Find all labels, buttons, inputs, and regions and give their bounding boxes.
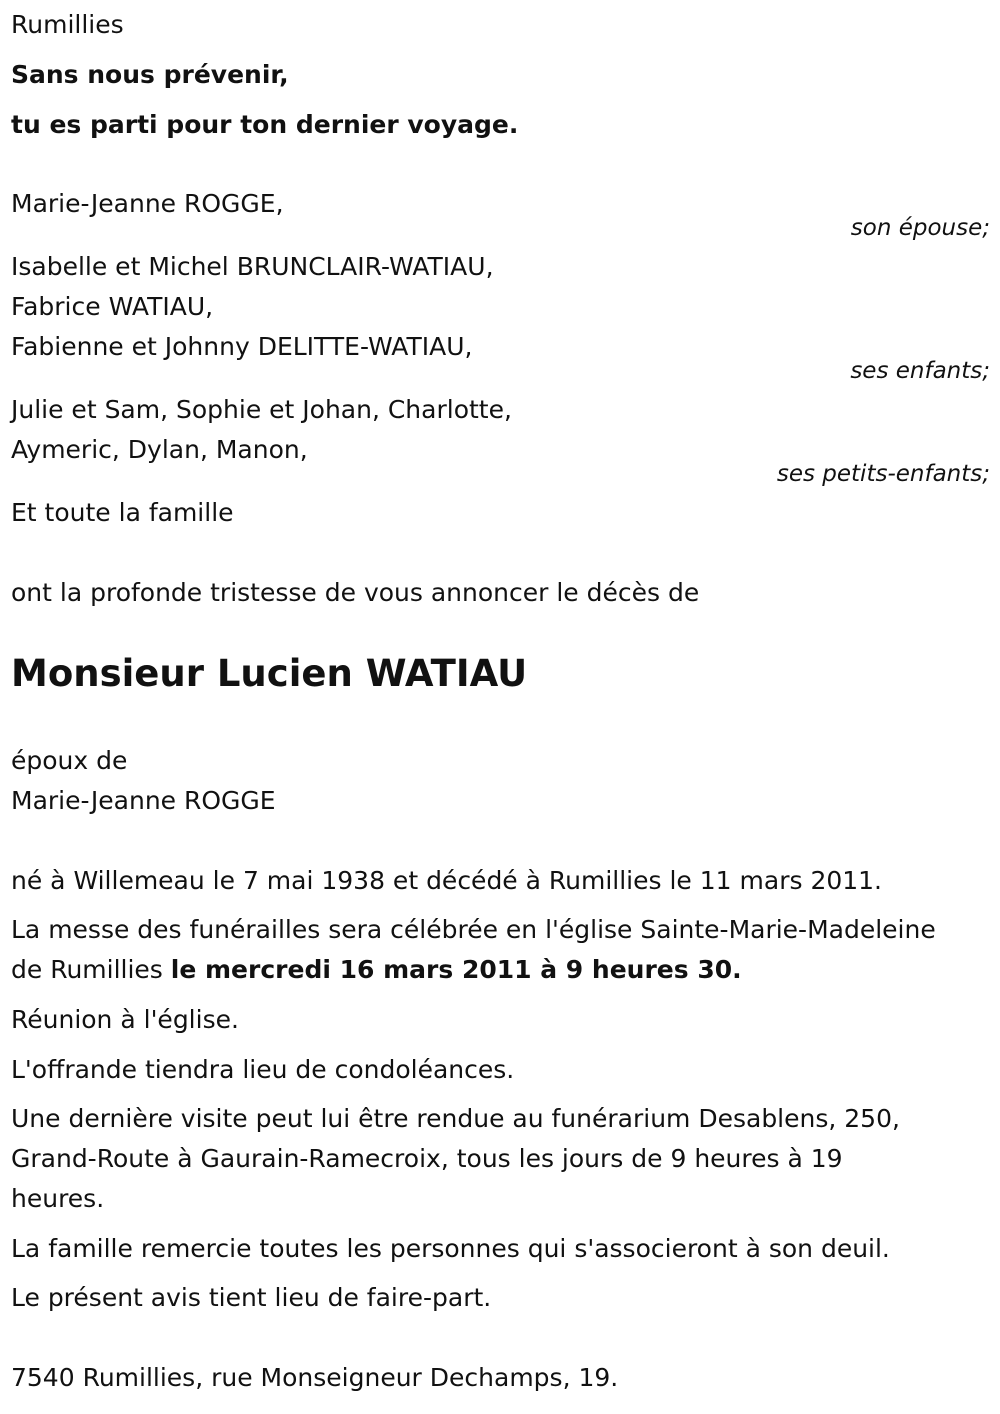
child-3: Fabienne et Johnny DELITTE-WATIAU,: [11, 332, 473, 361]
place-header: Rumillies: [11, 10, 124, 39]
announcement: ont la profonde tristesse de vous annoncer le décès de: [11, 578, 700, 607]
visit-line-3: heures.: [11, 1184, 105, 1213]
grandchildren-line-1: Julie et Sam, Sophie et Johan, Charlotte,: [11, 395, 512, 424]
spouse-role: son épouse;: [850, 215, 990, 241]
notice: Le présent avis tient lieu de faire-part.: [11, 1283, 492, 1312]
other-family: Et toute la famille: [11, 498, 234, 527]
children-role: ses enfants;: [850, 358, 990, 384]
spouse-name: Marie-Jeanne ROGGE,: [11, 189, 284, 218]
mass-line-2: [11, 955, 742, 985]
grandchildren-line-2: Aymeric, Dylan, Manon,: [11, 435, 308, 464]
verse-line-1: Sans nous prévenir,: [11, 60, 289, 89]
offering-info: L'offrande tiendra lieu de condoléances.: [11, 1055, 515, 1084]
spouse-of-label: époux de: [11, 746, 128, 775]
child-2: Fabrice WATIAU,: [11, 292, 214, 321]
deceased-name: Monsieur Lucien WATIAU: [11, 652, 528, 695]
birth-death: né à Willemeau le 7 mai 1938 et décédé à Rumillies le 11 mars 2011.: [11, 866, 883, 895]
thanks: La famille remercie toutes les personnes qui s'associeront à son deuil.: [11, 1234, 890, 1263]
mass-location: de Rumillies: [11, 955, 171, 984]
address: 7540 Rumillies, rue Monseigneur Dechamps, 19.: [11, 1363, 619, 1392]
visit-line-1: Une dernière visite peut lui être rendue au funérarium Desablens, 250,: [11, 1104, 900, 1133]
child-1: Isabelle et Michel BRUNCLAIR-WATIAU,: [11, 252, 494, 281]
verse-line-2: tu es parti pour ton dernier voyage.: [11, 110, 519, 139]
spouse-of-name: Marie-Jeanne ROGGE: [11, 786, 276, 815]
visit-line-2: Grand-Route à Gaurain-Ramecroix, tous les jours de 9 heures à 19: [11, 1144, 843, 1173]
mass-line-1: La messe des funérailles sera célébrée en l'église Sainte-Marie-Madeleine: [11, 915, 936, 944]
grandchildren-role: ses petits-enfants;: [776, 461, 990, 487]
meeting-info: Réunion à l'église.: [11, 1005, 239, 1034]
mass-date-time: le mercredi 16 mars 2011 à 9 heures 30.: [170, 955, 742, 984]
